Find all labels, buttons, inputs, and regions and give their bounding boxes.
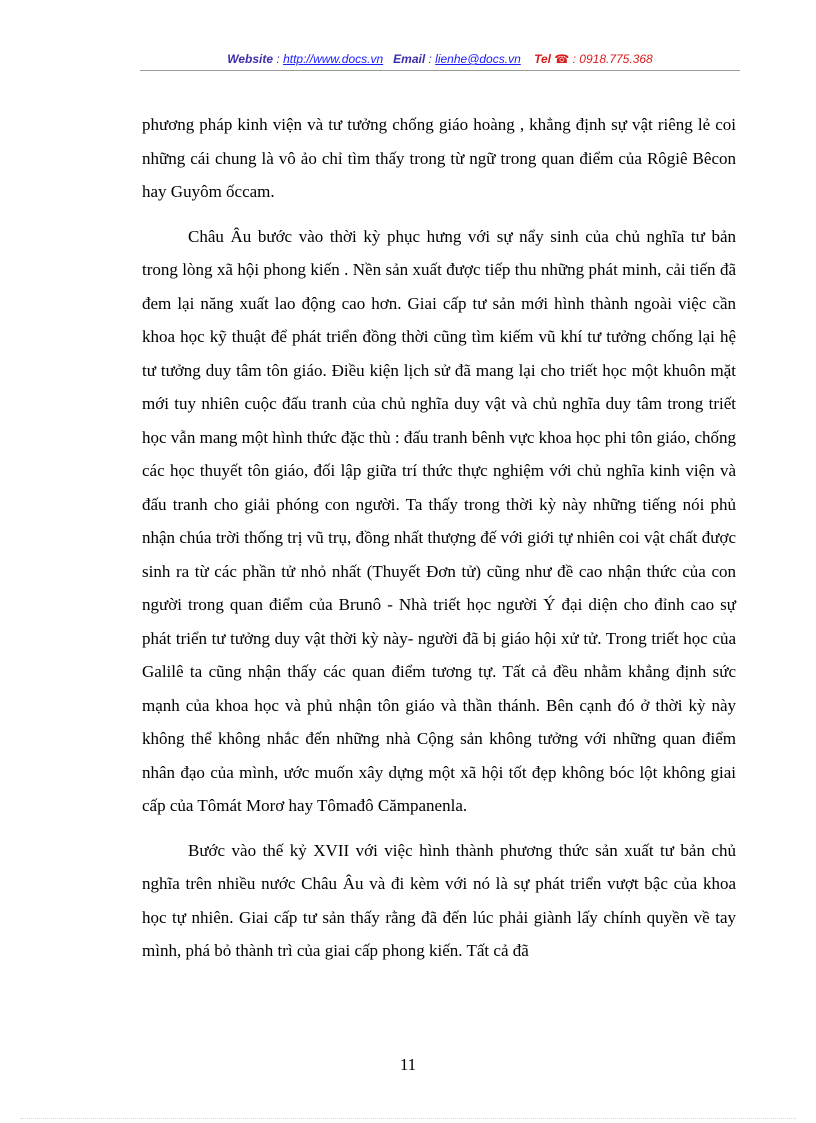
header-divider (140, 70, 740, 71)
email-separator: : (425, 52, 436, 66)
tel-value: : 0918.775.368 (572, 52, 653, 66)
email-label: Email (393, 52, 426, 66)
paragraph-2: Châu Âu bước vào thời kỳ phục hưng với sự nẩy sinh của chủ nghĩa tư bản trong lòng xã hội phong kiến . Nền sản xuất được tiếp thu những phát minh, cải tiến đã đem lại năng xuất lao động cao hơn. Giai cấp tư sản mới hình thành ngoài việc cần khoa học kỹ thuật để phát triển đồng thời cũng tìm kiếm vũ khí tư tưởng chống lại hệ tư tưởng duy tâm tôn giáo. Điều kiện lịch sử đã mang lại cho triết học một khuôn mặt mới tuy nhiên cuộc đấu tranh của chủ nghĩa duy vật và chủ nghĩa duy tâm trong triết học vẫn mang một hình thức đặc thù : đấu tranh bênh vực khoa học phi tôn giáo, chống các học thuyết tôn giáo, đối lập giữa trí thức thực nghiệm với chủ nghĩa kinh viện và đấu tranh cho giải phóng con người. Ta thấy trong thời kỳ này những tiếng nói phủ nhận chúa trời thống trị vũ trụ, đồng nhất thượng đế với giới tự nhiên coi vật chất được sinh ra từ các phần tử nhỏ nhất (Thuyết Đơn tử) cũng như đề cao nhận thức của con người trong quan điểm của Brunô - Nhà triết học người Ý đại diện cho đỉnh cao sự phát triển tư tưởng duy vật thời kỳ này- người đã bị giáo hội xử tử. Trong triết học của Galilê ta cũng nhận thấy các quan điểm tương tự. Tất cả đều nhằm khẳng định sức mạnh của khoa học và phủ nhận tôn giáo và thần thánh. Bên cạnh đó ở thời kỳ này không thể không nhắc đến những nhà Cộng sản không tưởng với những quan điểm nhân đạo của mình, ước muốn xây dựng một xã hội tốt đẹp không bóc lột không giai cấp của Tômát Morơ hay Tômađô Cămpanenla. (142, 226, 736, 815)
email-link[interactable]: lienhe@docs.vn (435, 52, 521, 66)
phone-icon: ☎ (554, 52, 570, 66)
page-bottom-border (20, 1118, 796, 1119)
document-body (142, 108, 736, 968)
website-link[interactable]: http://www.docs.vn (283, 52, 384, 66)
paragraph-3: Bước vào thế kỷ XVII với việc hình thành phương thức sản xuất tư bản chủ nghĩa trên nhiều nước Châu Âu và đi kèm với nó là sự phát triển vượt bậc của khoa học tự nhiên. Giai cấp tư sản thấy rằng đã đến lúc phải giành lấy chính quyền về tay mình, phá bỏ thành trì của giai cấp phong kiến. Tất cả đã (142, 840, 736, 960)
paragraph-1: phương pháp kinh viện và tư tưởng chống giáo hoàng , khẳng định sự vật riêng lẻ coi những cái chung là vô ảo chỉ tìm thấy trong từ ngữ trong quan điểm của Rôgiê Bêcon hay Guyôm ốccam. (142, 115, 736, 201)
website-label: Website (227, 52, 274, 66)
page-number: 11 (399, 1055, 417, 1074)
tel-label: Tel (534, 52, 551, 66)
page-header (140, 52, 740, 66)
website-separator: : (273, 52, 284, 66)
